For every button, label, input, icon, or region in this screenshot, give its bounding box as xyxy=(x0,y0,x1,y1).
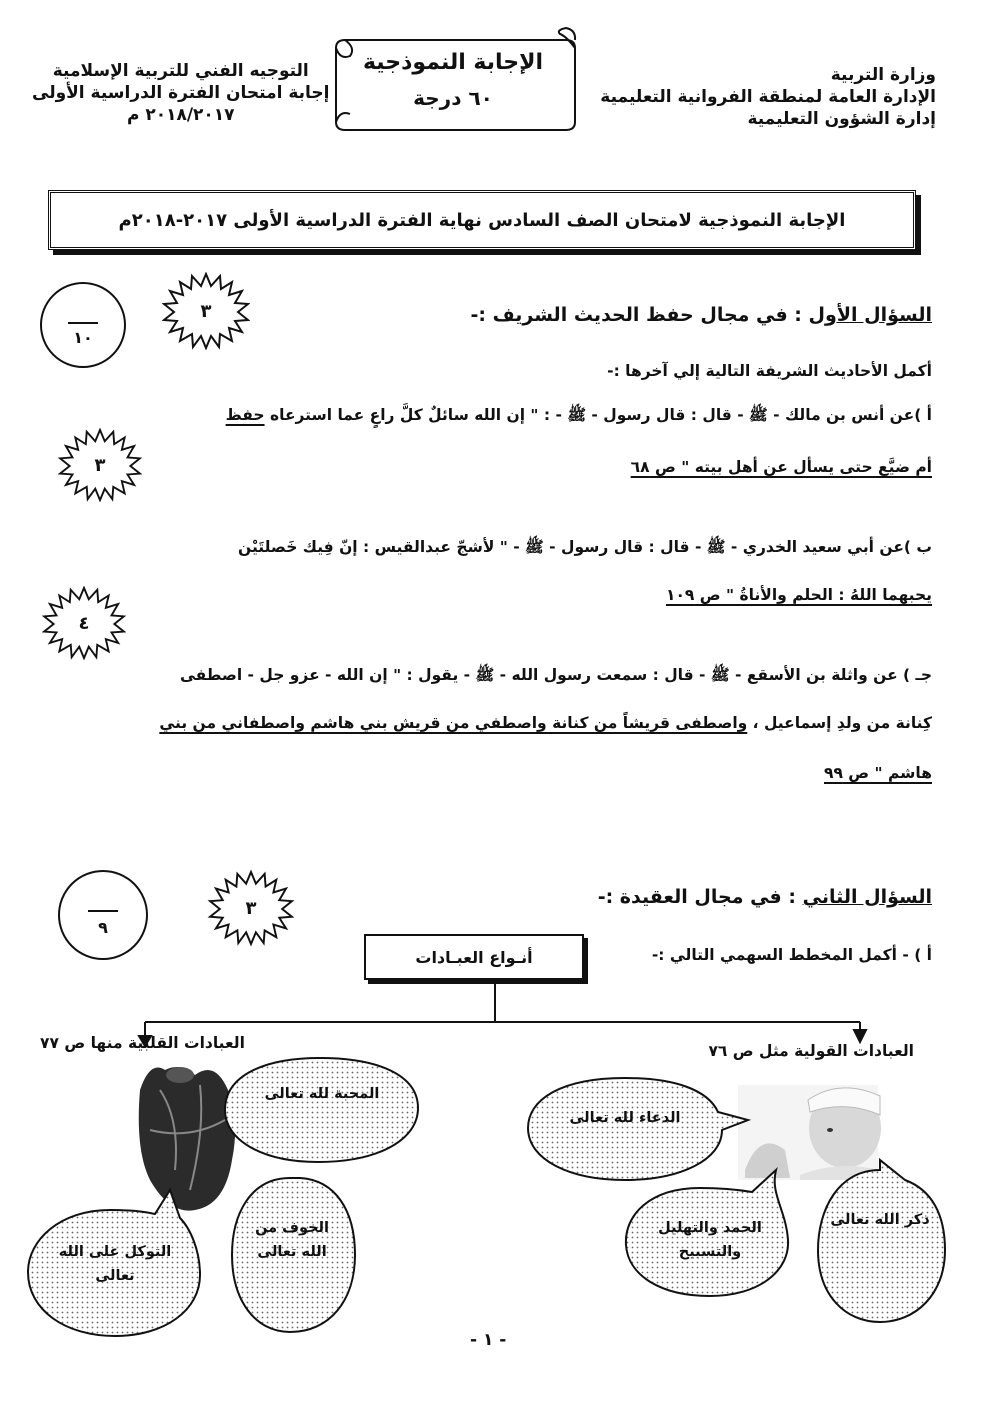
q1-b-star-score: ٤ xyxy=(78,612,90,634)
diagram-connectors xyxy=(139,982,866,1046)
q1-a-answer-start: حفظ xyxy=(225,406,265,424)
scroll-grade: ٦٠ درجة xyxy=(413,86,493,110)
q1-star-badge xyxy=(162,272,250,350)
q1-a-line1 xyxy=(226,404,932,426)
q2-title-label: السؤال الثاني xyxy=(802,886,932,908)
q1-c-answer: واصطفى قريشاً من كنانة واصطفي من قريش بني هاشم واصطفاني من بني xyxy=(159,714,748,732)
bubble-love: المحبة لله تعالى xyxy=(264,1086,380,1102)
q1-c-line3 xyxy=(824,762,932,784)
department-line: إجابة امتحان الفترة الدراسية الأولى xyxy=(32,83,330,103)
bubble-supplication: الدعاء لله تعالى xyxy=(569,1110,681,1126)
q1-a-answer: أم ضيَّع حتى يسأل عن أهل بيته " ص ٦٨ xyxy=(630,458,932,476)
branch-heart-worship: العبادات القلبية منها ص ٧٧ xyxy=(40,1034,245,1052)
q1-a-line2 xyxy=(631,456,932,478)
q2-star-badge xyxy=(206,870,296,946)
q1-total-score: ١٠ xyxy=(73,328,93,347)
q1-star-score: ٣ xyxy=(200,300,212,322)
praying-child-illustration xyxy=(738,1085,881,1180)
heart-illustration xyxy=(139,1067,235,1211)
q1-a-text: أ )عن أنس بن مالك - ﷺ - قال : قال رسول - ﷺ - : " إن الله سائلٌ كلَّ راعٍ عما استرعاه xyxy=(269,406,932,424)
q1-score-circle xyxy=(40,282,126,368)
q1-c-line1: جـ ) عن واثلة بن الأسقع - ﷺ - قال : سمعت رسول الله - ﷺ - يقول : " إن الله - عزو جل - اصطفى xyxy=(179,666,932,684)
q2-instruction: أ ) - أكمل المخطط السهمي التالي :- xyxy=(651,946,932,964)
model-answer-scroll xyxy=(333,30,573,130)
q1-title xyxy=(471,304,932,326)
q1-a-star-badge xyxy=(58,428,142,502)
q1-b-answer: يحبهما اللهُ : الحلم والأناةُ " ص ١٠٩ xyxy=(666,586,932,604)
diagram-root-box xyxy=(364,934,584,980)
scroll-title: الإجابة النموذجية xyxy=(362,50,544,75)
q2-star-score: ٣ xyxy=(245,897,257,919)
page-number: - ١ - xyxy=(470,1330,507,1350)
q1-instruction: أكمل الأحاديث الشريفة التالية إلي آخرها :- xyxy=(607,362,932,380)
q1-b-star-badge xyxy=(42,586,126,660)
department-line: ٢٠١٨/٢٠١٧ م xyxy=(126,105,235,125)
ministry-line: إدارة الشؤون التعليمية xyxy=(747,109,936,129)
banner-text: الإجابة النموذجية لامتحان الصف السادس نهاية الفترة الدراسية الأولى ٢٠١٧-٢٠١٨م xyxy=(118,209,846,231)
ministry-line: وزارة التربية xyxy=(830,65,936,85)
bubble-remembrance: ذكر الله تعالى xyxy=(830,1212,930,1228)
q1-c-text: كِنانة من ولدِ إسماعيل ، xyxy=(752,714,932,732)
q2-title-topic: : في مجال العقيدة :- xyxy=(597,886,796,908)
q2-score-circle xyxy=(58,870,148,960)
department-line: التوجيه الفني للتربية الإسلامية xyxy=(52,61,309,81)
bubble-praise: الحمد والتهليل والتسبيح xyxy=(658,1220,762,1260)
q1-c-line2 xyxy=(159,712,932,734)
q1-title-label: السؤال الأول xyxy=(808,304,932,326)
branch-verbal-worship: العبادات القولية مثل ص ٧٦ xyxy=(708,1042,914,1060)
q2-total-score: ٩ xyxy=(98,918,108,937)
ministry-line: الإدارة العامة لمنطقة الفروانية التعليمية xyxy=(600,87,936,107)
department-header xyxy=(32,60,330,126)
q2-title xyxy=(598,886,932,908)
exam-title-banner xyxy=(48,190,916,250)
diagram-root-label: أنـواع العبـادات xyxy=(415,947,533,967)
q1-b-line2 xyxy=(666,584,932,606)
q1-a-star-score: ٣ xyxy=(94,454,106,476)
bubble-reliance: التوكل على الله تعالى xyxy=(58,1244,172,1284)
q1-b-line1: ب )عن أبي سعيد الخدري - ﷺ - قال : قال رسول - ﷺ - " لأشجّ عبدالقيس : إنّ فِيك خَصلتَيْن xyxy=(238,538,932,556)
ministry-header xyxy=(600,64,936,130)
bubble-fear: الخوف من الله تعالى xyxy=(255,1220,329,1260)
q1-c-answer-end: هاشم " ص ٩٩ xyxy=(823,764,932,782)
q1-title-topic: : في مجال حفظ الحديث الشريف :- xyxy=(470,304,802,326)
